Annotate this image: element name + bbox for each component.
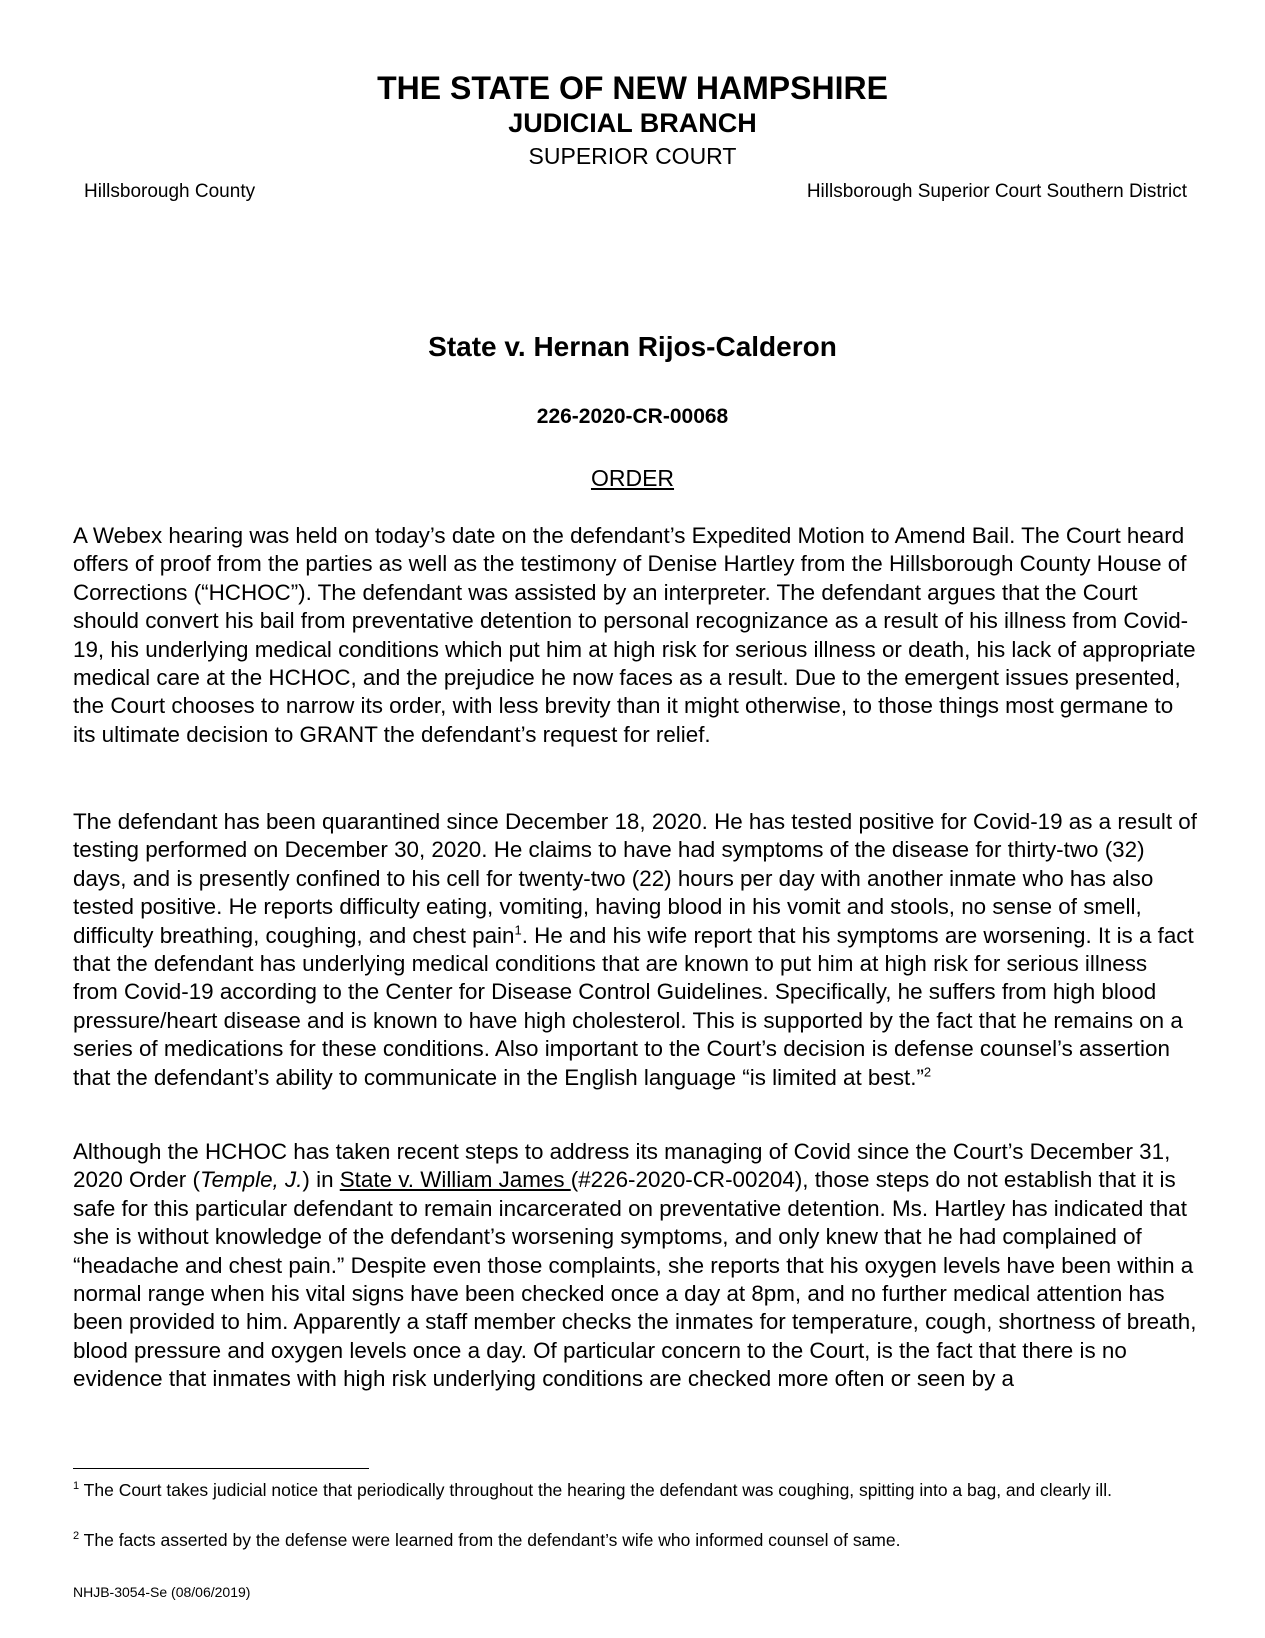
footnote-ref-1[interactable]: 1 (514, 922, 522, 938)
paragraph-2 (73, 808, 1198, 1092)
court-heading: SUPERIOR COURT (528, 143, 737, 169)
paragraph-3-text-c: (#226-2020-CR-00204), those steps do not establish that it is safe for this particular defendant to remain incarcerated on preventative detention. Ms. Hartley has indicated that she is without knowledge of the defendant’s worsening symptoms, and only knew that he had complained of “headache and chest pain.” Despite even those complaints, she reports that his oxygen levels have been within a normal range when his vital signs have been checked once a day at 8pm, and no further medical attention has been provided to him. Apparently a staff member checks the inmates for temperature, cough, shortness of breath, blood pressure and oxygen levels once a day. Of particular concern to the Court, is the fact that there is no evidence that inmates with high risk underlying conditions are checked more often or seen by a (73, 1167, 1197, 1392)
order-label: ORDER (590, 465, 675, 491)
branch-heading: JUDICIAL BRANCH (508, 108, 757, 138)
paragraph-2-text-b: . He and his wife report that his symptoms are worsening. It is a fact that the defendant has underlying medical conditions that are known to put him at high risk for serious illness from Covid-19 according to the Center for Disease Control Guidelines. Specifically, he suffers from high blood pressure/heart disease and is known to have high cholesterol. This is supported by the fact that he remains on a series of medications for these conditions. Also important to the Court’s decision is defense counsel’s assertion that the defendant’s ability to communicate in the English language “is limited at best.” (73, 922, 1194, 1090)
footnote-ref-2[interactable]: 2 (923, 1064, 932, 1080)
county-label: Hillsborough County (84, 181, 256, 202)
district-label: Hillsborough Superior Court Southern District (806, 181, 1187, 202)
footnote-2-text: The facts asserted by the defense were learned from the defendant’s wife who informed counsel of same. (79, 1530, 901, 1550)
paragraph-1: A Webex hearing was held on today’s date on the defendant’s Expedited Motion to Amend Bail. The Court heard offers of proof from the parties as well as the testimony of Denise Hartley from the Hillsborough County House of Corrections (“HCHOC”). The defendant was assisted by an interpreter. The defendant argues that the Court should convert his bail from preventative detention to personal recognizance as a result of his illness from Covid-19, his underlying medical conditions which put him at high risk for serious illness or death, his lack of appropriate medical care at the HCHOC, and the prejudice he now faces as a result. Due to the emergent issues presented, the Court chooses to narrow its order, with less brevity than it might otherwise, to those things most germane to its ultimate decision to GRANT the defendant’s request for relief. (73, 523, 1196, 747)
state-heading: THE STATE OF NEW HAMPSHIRE (377, 70, 888, 106)
footnote-divider (73, 1468, 369, 1469)
case-number: 226-2020-CR-00068 (536, 405, 729, 428)
case-citation: State v. William James (339, 1167, 571, 1193)
footnote-1-text: The Court takes judicial notice that periodically throughout the hearing the defendant was coughing, spitting into a bag, and clearly ill. (79, 1480, 1112, 1500)
judge-name: Temple, J. (199, 1167, 303, 1193)
footnote-2-mark: 2 (73, 1530, 80, 1543)
form-number: NHJB-3054-Se (08/06/2019) (73, 1584, 251, 1600)
footnote-1 (73, 1480, 1198, 1501)
case-title: State v. Hernan Rijos-Calderon (428, 331, 837, 362)
footnote-2 (73, 1530, 1198, 1551)
order-heading (0, 465, 1265, 492)
paragraph-2-text-a: The defendant has been quarantined since December 18, 2020. He has tested positive for Covid-19 as a result of testing performed on December 30, 2020. He claims to have had symptoms of the disease for thirty-two (32) days, and is presently confined to his cell for twenty-two (22) hours per day with another inmate who has also tested positive. He reports difficulty eating, vomiting, having blood in his vomit and stools, no sense of smell, difficulty breathing, coughing, and chest pain (73, 809, 1197, 948)
paragraph-3-text-a: Although the HCHOC has taken recent steps to address its managing of Covid since the Court’s December 31, 2020 Order ( (73, 1139, 1171, 1193)
paragraph-3 (73, 1138, 1198, 1394)
footnote-1-mark: 1 (73, 1480, 80, 1493)
paragraph-3-text-b: ) in (302, 1167, 340, 1193)
